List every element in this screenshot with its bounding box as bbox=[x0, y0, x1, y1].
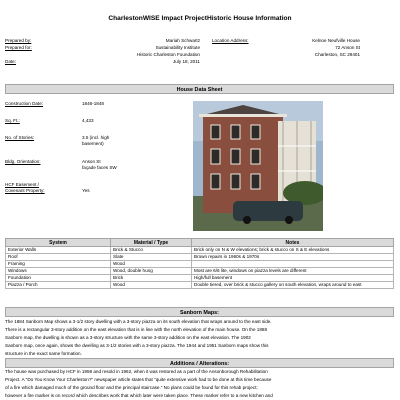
sanborn-line-5: structure in the exact same formation. bbox=[5, 351, 82, 356]
column-header-system: System bbox=[6, 239, 111, 247]
material-cell: Slate bbox=[111, 254, 192, 261]
systems-table-header bbox=[6, 239, 394, 247]
orientation-value-line-2: façade faces SW bbox=[82, 165, 117, 170]
system-cell: Windows bbox=[6, 268, 111, 275]
date-row bbox=[5, 58, 200, 65]
additions-text bbox=[5, 368, 394, 400]
sanborn-line-4: Sanborn map, once again, shows the dwelling as 3-1/2 stories with a 3-story piazza. The 1944 and 1951 Sanborn maps show this bbox=[5, 343, 269, 348]
additions-line-1: The house was purchased by HCF in 1959 and resold in 1962, when it was restored as a part of the Ansonborough Rehabilitation bbox=[5, 369, 268, 374]
notes-cell: Double tiered, over brick & stucco gallery on south elevation, wraps around to east bbox=[192, 282, 394, 289]
construction-value: 1846-1848 bbox=[82, 101, 104, 106]
prepared-by-label: Prepared by: bbox=[5, 38, 32, 43]
cornice bbox=[199, 114, 287, 117]
material-cell: Brick & Stucco bbox=[111, 247, 192, 254]
windows bbox=[211, 125, 260, 189]
orientation-label: Bldg. Orientation: bbox=[5, 159, 41, 164]
easement-field bbox=[5, 182, 185, 194]
additions-line-2: Project. A "Do You Know Your Charleston?" newspaper article states that "quite extensive work had to be done at this time because bbox=[5, 377, 272, 382]
prepared-for-label: Prepared for: bbox=[5, 45, 32, 50]
system-cell: Roof bbox=[6, 254, 111, 261]
material-cell: Wood bbox=[111, 261, 192, 268]
page-title: CharlestonWISE Impact ProjectHistoric House Information bbox=[108, 15, 292, 22]
construction-label: Construction Date: bbox=[5, 101, 44, 106]
date-label: Date: bbox=[5, 59, 16, 64]
material-cell: Wood bbox=[111, 282, 192, 289]
table-row bbox=[6, 268, 394, 275]
easement-label-line-2: Covenant Property: bbox=[5, 188, 45, 193]
notes-cell: Brown repairs in 1960s & 1970s bbox=[192, 254, 394, 261]
prepared-for-value-2: Historic Charleston Foundation bbox=[136, 52, 200, 57]
table-row bbox=[6, 261, 394, 268]
date-value: July 18, 2011 bbox=[173, 59, 200, 64]
additions-line-3: of a fire which damaged much of the ground floor and the principal staircase." No plans could be found for this rehab project; bbox=[5, 385, 258, 390]
orientation-value-line-1: Anson St bbox=[82, 159, 101, 164]
car bbox=[233, 201, 303, 221]
system-cell: Framing bbox=[6, 261, 111, 268]
sanborn-line-2: There is a rectangular 3-story addition on the east elevation that is in line with the north elevation of the main house. On the 1888 bbox=[5, 327, 268, 332]
table-row bbox=[6, 247, 394, 254]
location-row bbox=[212, 37, 360, 58]
prepared-by-row bbox=[5, 37, 200, 44]
systems-table bbox=[5, 238, 394, 289]
material-cell: Brick bbox=[111, 275, 192, 282]
construction-field bbox=[5, 101, 185, 107]
system-cell: Piazza / Porch bbox=[6, 282, 111, 289]
easement-label-line-1: HCF Easement / bbox=[5, 182, 39, 187]
stories-field bbox=[5, 135, 185, 147]
easement-value: Yes bbox=[82, 188, 90, 193]
stories-value bbox=[82, 135, 182, 147]
sanborn-maps-header: Sanborn Maps: bbox=[5, 307, 394, 317]
prepared-by-value: Mariah Schwartz bbox=[165, 38, 200, 43]
sanborn-line-3: Sanborn map, the dwelling is shown as a 3-story structure with the same 3-story addition on the east elevation. The 1902 bbox=[5, 335, 251, 340]
prepared-for-value-1: Sustainability Institute bbox=[155, 45, 200, 50]
location-value-2: 72 Anson St bbox=[335, 45, 360, 50]
orientation-field bbox=[5, 159, 185, 171]
column-header-material: Material / Type bbox=[111, 239, 192, 247]
location-value-3: Charleston, SC 29401 bbox=[314, 52, 360, 57]
system-cell: Foundation bbox=[6, 275, 111, 282]
material-cell: Wood, double hung bbox=[111, 268, 192, 275]
preparer-info bbox=[5, 37, 200, 65]
table-row bbox=[6, 275, 394, 282]
table-row bbox=[6, 282, 394, 289]
house-photo-illustration bbox=[193, 101, 323, 231]
car-wheel-front bbox=[243, 216, 251, 224]
system-cell: Exterior Walls bbox=[6, 247, 111, 254]
stories-value-line-2: basement) bbox=[82, 141, 104, 146]
column-header-notes: Notes bbox=[192, 239, 394, 247]
easement-label bbox=[5, 182, 82, 194]
additions-header: Additions / Alterations: bbox=[5, 358, 394, 368]
sanborn-maps-text bbox=[5, 318, 394, 358]
house-data-header: House Data Sheet bbox=[5, 84, 394, 94]
sqft-field bbox=[5, 118, 185, 124]
notes-cell: High/full basement bbox=[192, 275, 394, 282]
sanborn-line-1: The 1884 Sanborn Map shows a 3-1/2 story dwelling with a 3-story piazza on its south elevation that wraps around to the east side. bbox=[5, 319, 272, 324]
location-info bbox=[212, 37, 360, 58]
stories-label: No. of Stories: bbox=[5, 135, 35, 140]
car-wheel-rear bbox=[285, 216, 293, 224]
prepared-for-row bbox=[5, 44, 200, 58]
sqft-value: 4,433 bbox=[82, 118, 94, 123]
house-photo bbox=[193, 101, 323, 231]
notes-cell bbox=[192, 261, 394, 268]
notes-cell: Most are 6/6 lite, windows on piazza levels are different bbox=[192, 268, 394, 275]
additions-line-4: however a fire marker is on record which describes work that which later were taken place. These marker refer to a new kitchen and bbox=[5, 393, 273, 398]
location-value-1: Kelnoe Neufville House bbox=[312, 38, 360, 43]
orientation-value bbox=[82, 159, 182, 171]
location-label: Location Address: bbox=[212, 38, 249, 43]
sqft-label: Sq. Ft.: bbox=[5, 118, 20, 123]
stories-value-line-1: 3.5 (incl. high bbox=[82, 135, 110, 140]
notes-cell: Brick only on N & W elevations; brick & stucco on S & E elevations bbox=[192, 247, 394, 254]
table-row bbox=[6, 254, 394, 261]
